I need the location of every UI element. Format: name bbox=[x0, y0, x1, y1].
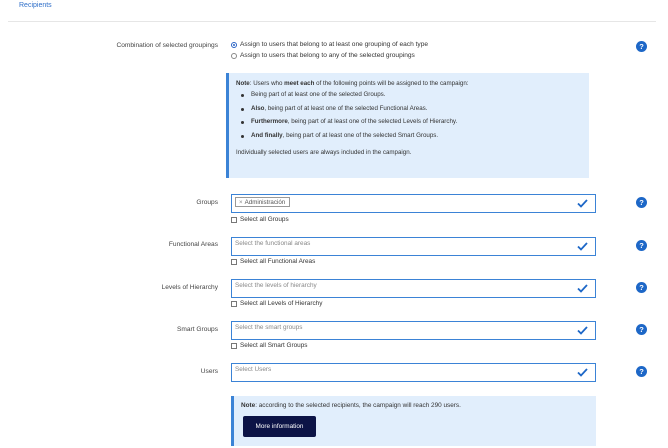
check-icon bbox=[576, 325, 589, 336]
note-point: Also, being part of at least one of the selected Functional Areas. bbox=[251, 102, 589, 116]
selected-tag-group[interactable] bbox=[235, 197, 290, 207]
checkbox-icon[interactable] bbox=[231, 217, 237, 223]
smart-groups-label: Smart Groups bbox=[176, 326, 218, 333]
remove-tag-icon[interactable]: × bbox=[239, 199, 243, 206]
tab-recipients[interactable]: Recipients bbox=[19, 2, 52, 9]
note-intro: Note: Users who meet each of the following points will be assigned to the campaign: bbox=[236, 80, 469, 87]
functional-areas-label: Functional Areas bbox=[168, 241, 218, 248]
check-icon bbox=[576, 283, 589, 294]
functional-areas-placeholder: Select the functional areas bbox=[235, 240, 311, 247]
select-all-label: Select all Groups bbox=[240, 216, 289, 223]
groups-select[interactable] bbox=[231, 194, 596, 213]
select-all-label: Select all Levels of Hierarchy bbox=[240, 300, 323, 307]
note-footer: Individually selected users are always included in the campaign. bbox=[236, 149, 412, 156]
radio-option-each-type[interactable] bbox=[231, 41, 428, 48]
select-all-smart-groups[interactable] bbox=[231, 342, 307, 349]
checkbox-icon[interactable] bbox=[231, 343, 237, 349]
select-all-levels[interactable] bbox=[231, 300, 322, 307]
check-icon bbox=[576, 367, 589, 378]
check-icon bbox=[576, 241, 589, 252]
levels-placeholder: Select the levels of hierarchy bbox=[235, 282, 317, 289]
reach-text: Note: according to the selected recipients, the campaign will reach 290 users. bbox=[241, 402, 461, 409]
radio-option-any[interactable] bbox=[231, 52, 415, 59]
checkbox-icon[interactable] bbox=[231, 259, 237, 265]
checkbox-icon[interactable] bbox=[231, 301, 237, 307]
select-all-label: Select all Functional Areas bbox=[240, 258, 316, 265]
users-label: Users bbox=[200, 368, 218, 375]
help-icon-levels[interactable]: ? bbox=[636, 282, 647, 293]
help-icon-groups[interactable]: ? bbox=[636, 197, 647, 208]
note-point: And finally, being part of at least one of the selected Smart Groups. bbox=[251, 129, 589, 143]
note-box-reach bbox=[231, 396, 596, 446]
select-all-label: Select all Smart Groups bbox=[240, 342, 308, 349]
users-placeholder: Select Users bbox=[235, 366, 272, 373]
help-icon-functional-areas[interactable]: ? bbox=[636, 240, 647, 251]
smart-groups-placeholder: Select the smart groups bbox=[235, 324, 303, 331]
combination-label: Combination of selected groupings bbox=[116, 42, 218, 49]
tab-divider bbox=[8, 21, 656, 22]
radio-unselected-icon[interactable] bbox=[231, 53, 237, 59]
radio-option-label: Assign to users that belong to at least one grouping of each type bbox=[240, 41, 429, 48]
select-all-functional-areas[interactable] bbox=[231, 258, 315, 265]
users-select[interactable] bbox=[231, 363, 596, 382]
tag-label: Administración bbox=[244, 199, 286, 206]
functional-areas-select[interactable] bbox=[231, 237, 596, 256]
groups-label: Groups bbox=[196, 199, 218, 206]
check-icon bbox=[576, 198, 589, 209]
note-box-rules bbox=[226, 73, 589, 178]
help-icon-smart-groups[interactable]: ? bbox=[636, 324, 647, 335]
help-icon-users[interactable]: ? bbox=[636, 366, 647, 377]
note-point: Being part of at least one of the selected Groups. bbox=[251, 88, 589, 102]
more-information-button[interactable]: More information bbox=[243, 416, 316, 437]
select-all-groups[interactable] bbox=[231, 216, 289, 223]
radio-option-label: Assign to users that belong to any of the selected groupings bbox=[240, 52, 415, 59]
radio-selected-icon[interactable] bbox=[231, 42, 237, 48]
note-point: Furthermore, being part of at least one of the selected Levels of Hierarchy. bbox=[251, 115, 589, 129]
help-icon-combination[interactable]: ? bbox=[636, 41, 647, 52]
note-points-list bbox=[236, 88, 589, 142]
levels-label: Levels of Hierarchy bbox=[161, 284, 218, 291]
levels-select[interactable] bbox=[231, 279, 596, 298]
smart-groups-select[interactable] bbox=[231, 321, 596, 340]
